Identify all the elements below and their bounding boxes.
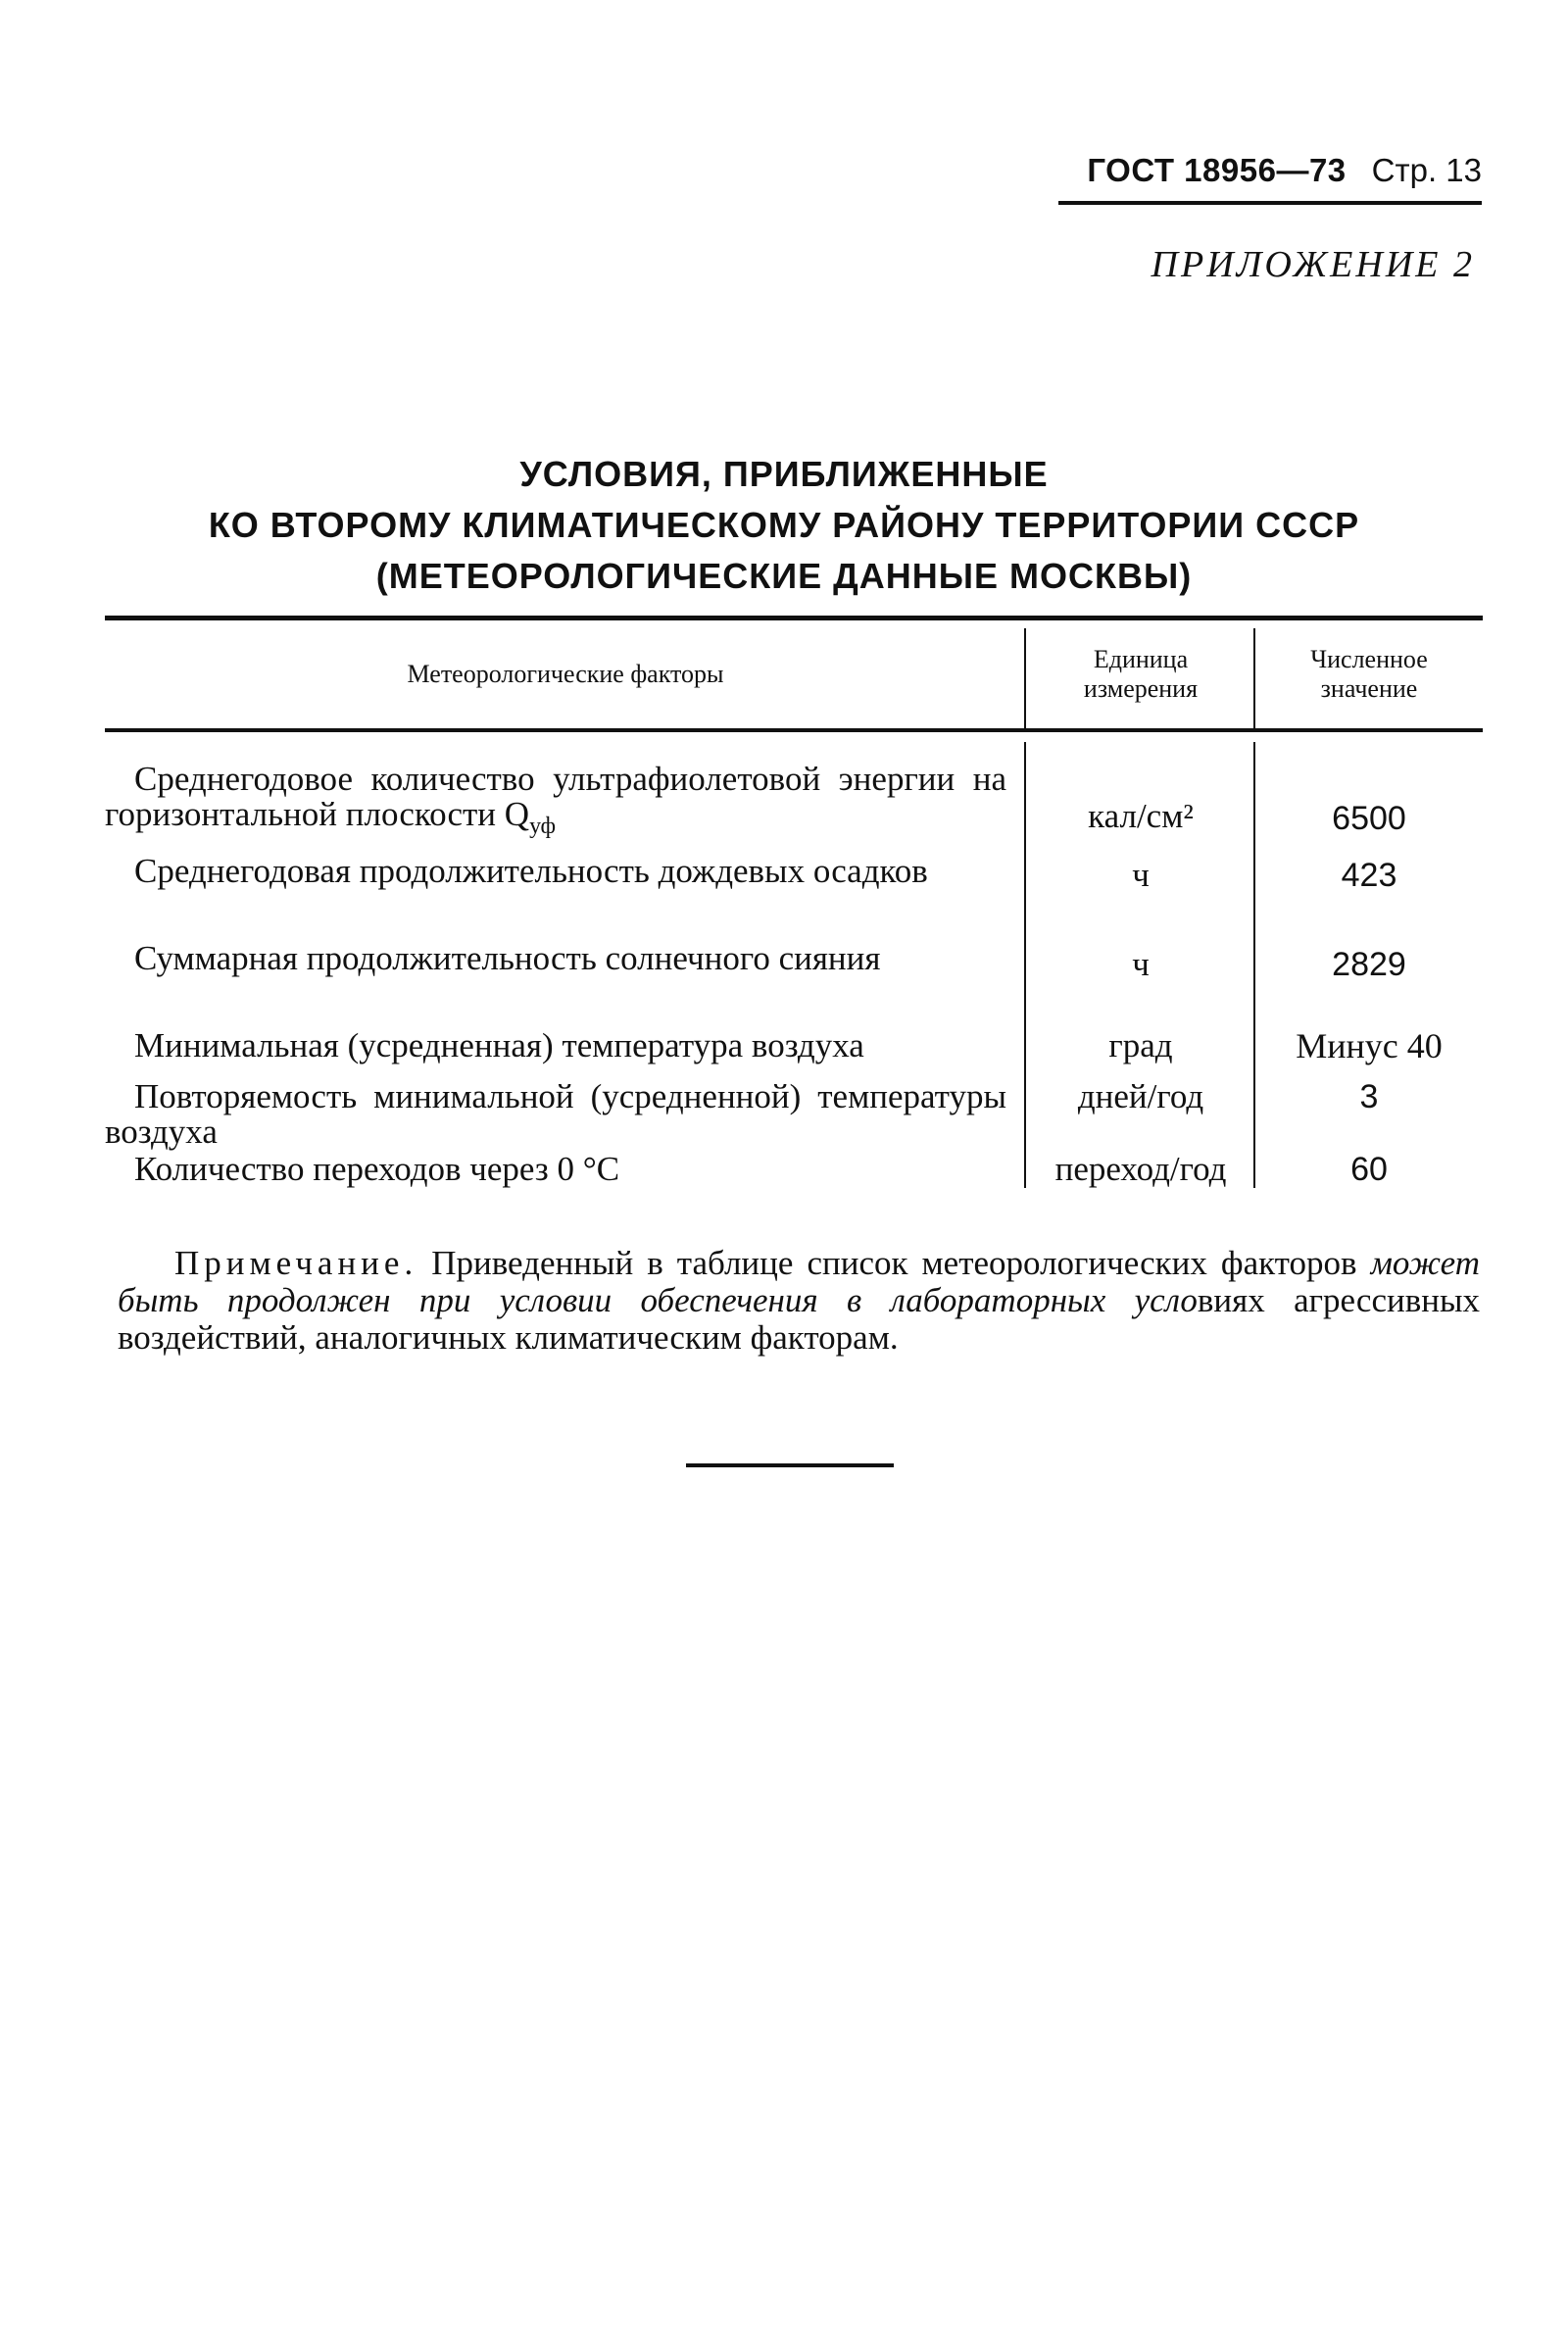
column-header-unit-line1: Единица (1093, 645, 1189, 673)
table-header (105, 620, 1483, 728)
value-cell: 60 (1350, 1151, 1388, 1188)
value-cell: 3 (1359, 1078, 1379, 1115)
unit-cell: град (1108, 1026, 1173, 1064)
title-line-3: (МЕТЕОРОЛОГИЧЕСКИЕ ДАННЫЕ МОСКВЫ) (375, 556, 1193, 596)
table-note (118, 1245, 1480, 1357)
column-header-value-line1: Численное (1310, 645, 1428, 673)
unit-cell: ч (1132, 856, 1150, 894)
running-header (1058, 152, 1482, 205)
table-body (105, 732, 1483, 1188)
value-cell: 2829 (1332, 946, 1406, 983)
value-cell: 6500 (1332, 800, 1406, 837)
title-line-2: КО ВТОРОМУ КЛИМАТИЧЕСКОМУ РАЙОНУ ТЕРРИТОРИИ СССР (208, 505, 1360, 545)
appendix-label: ПРИЛОЖЕНИЕ 2 (1151, 244, 1475, 285)
unit-cell: кал/см² (1088, 797, 1194, 835)
factor-cell: Минимальная (усредненная) температура воздуха (134, 1026, 864, 1064)
column-header-unit (1026, 620, 1255, 728)
unit-cell: переход/год (1054, 1150, 1227, 1188)
value-cell: 423 (1341, 857, 1397, 894)
column-header-factor: Метеорологические факторы (407, 660, 724, 688)
factor-cell: Количество переходов через 0 °С (134, 1150, 620, 1188)
factor-cell: Повторяемость минимальной (усредненной) температуры воздуха (105, 1077, 1006, 1151)
note-text-italic: может быть продолжен при условии обеспечения в лабораторных усло (118, 1244, 1480, 1319)
title-line-1: УСЛОВИЯ, ПРИБЛИЖЕННЫЕ (519, 454, 1049, 494)
unit-cell: ч (1132, 945, 1150, 983)
header-divider-1 (1024, 628, 1026, 728)
factor-cell: Среднегодовое количество ультрафиолетовой энергии на горизонтальной плоскости $Q_{уф}$ (105, 760, 1006, 839)
column-header-value (1255, 620, 1483, 728)
column-header-unit-line2: измерения (1083, 674, 1199, 703)
document-code: ГОСТ 18956—73 (1087, 152, 1347, 188)
factor-subscript: уф (529, 814, 557, 839)
page-title (0, 449, 1568, 602)
note-text-1: Приведенный в таблице список метеорологических факторов (431, 1244, 1357, 1282)
note-label: Примечание. (174, 1244, 418, 1282)
column-header-value-line2: значение (1320, 674, 1418, 703)
header-divider-2 (1253, 628, 1255, 728)
factor-cell: Среднегодовая продолжительность дождевых осадков (134, 852, 928, 890)
page-number: Стр. 13 (1371, 152, 1482, 188)
note-text-2: виях агрессивных воздействий, аналогичных климатическим факторам. (118, 1281, 1480, 1357)
end-rule (686, 1463, 894, 1467)
factor-cell: Суммарная продолжительность солнечного сияния (134, 939, 881, 977)
meteorological-table (105, 616, 1483, 1188)
value-cell: Минус 40 (1296, 1026, 1443, 1065)
unit-cell: дней/год (1077, 1077, 1204, 1115)
